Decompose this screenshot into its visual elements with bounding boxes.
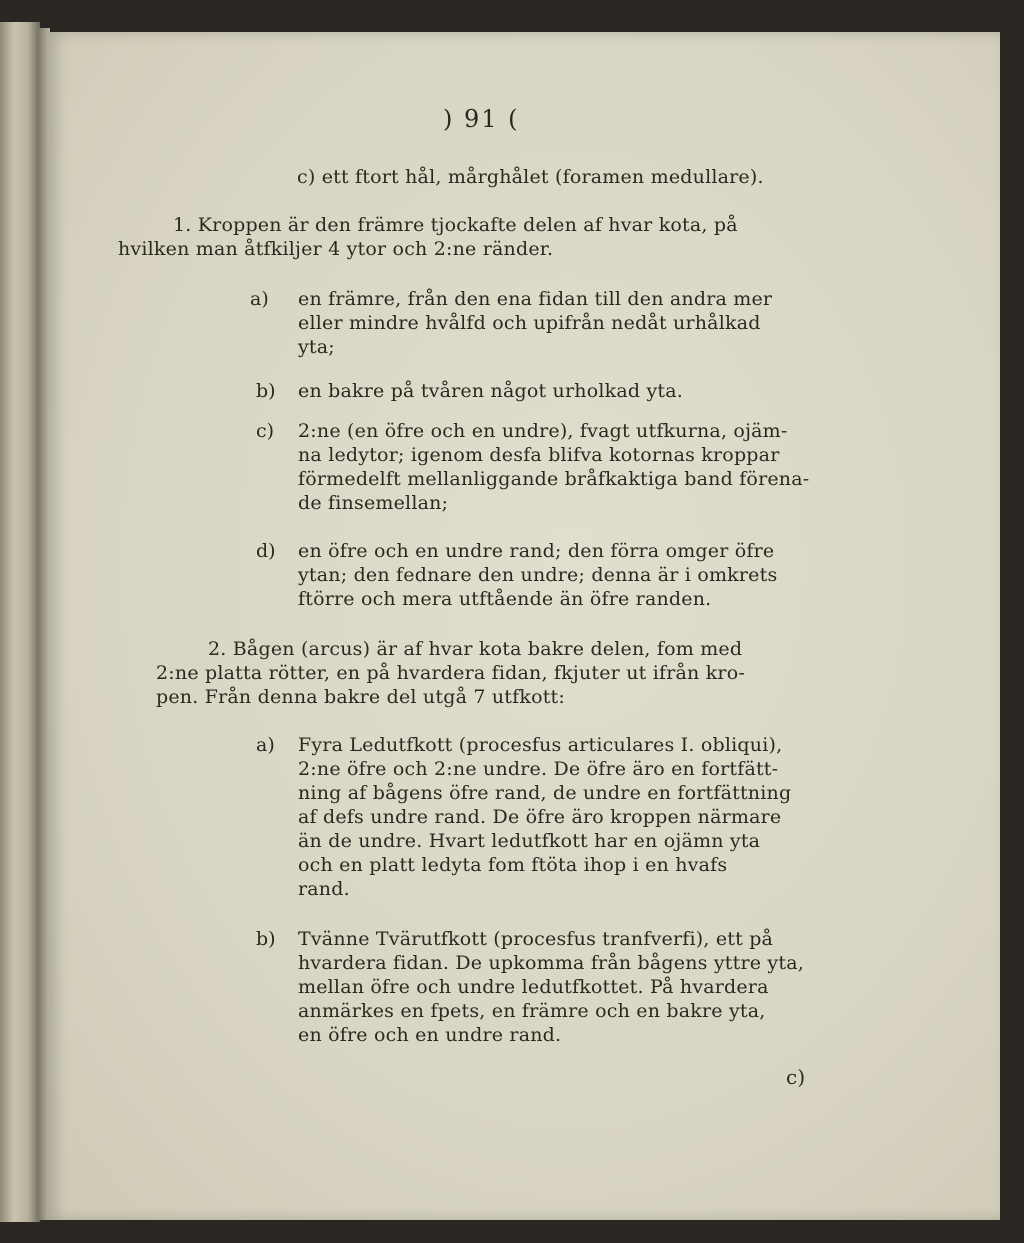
book-page (48, 32, 1000, 1220)
text-line: anmärkes en fpets, en främre och en bakre yta, (298, 1000, 766, 1022)
item-label: c) (256, 420, 275, 442)
text-line: 2:ne platta rötter, en på hvardera fidan, fkjuter ut ifrån kro- (156, 662, 745, 684)
text-line: mellan öfre och undre ledutfkottet. På hvardera (298, 976, 769, 998)
text-line: na ledytor; igenom desfa blifva kotornas kroppar (298, 444, 780, 466)
text-line: ftörre och mera utftående än öfre randen. (298, 588, 712, 610)
facing-page-edge (0, 22, 40, 1222)
text-line: hvilken man åtfkiljer 4 ytor och 2:ne ränder. (118, 238, 554, 260)
text-line: och en platt ledyta fom ftöta ihop i en hvafs (298, 854, 728, 876)
item-label: b) (256, 928, 276, 950)
text-line: en öfre och en undre rand; den förra omger öfre (298, 540, 775, 562)
item-label: b) (256, 380, 276, 402)
text-line: ytan; den fednare den undre; denna är i omkrets (298, 564, 778, 586)
text-line: hvardera fidan. De upkomma från bågens yttre yta, (298, 952, 804, 974)
text-line: en öfre och en undre rand. (298, 1024, 562, 1046)
item-label: a) (250, 288, 269, 310)
text-line: c) ett ftort hål, mårghålet (foramen medullare). (297, 166, 764, 188)
text-line: 1. Kroppen är den främre tjockafte delen af hvar kota, på (173, 214, 738, 236)
text-line: 2:ne öfre och 2:ne undre. De öfre äro en fortfätt- (298, 758, 779, 780)
text-line: en främre, från den ena fidan till den andra mer (298, 288, 773, 310)
text-line: de finsemellan; (298, 492, 449, 514)
text-line: yta; (298, 336, 335, 358)
item-label: d) (256, 540, 276, 562)
text-line: förmedelft mellanliggande bråfkaktiga band förena- (298, 468, 810, 490)
text-line: rand. (298, 878, 350, 900)
page-header: ) 91 ( (443, 105, 520, 133)
text-line: ning af bågens öfre rand, de undre en fortfättning (298, 782, 792, 804)
text-line: pen. Från denna bakre del utgå 7 utfkott: (156, 686, 565, 708)
text-line: än de undre. Hvart ledutfkott har en ojämn yta (298, 830, 761, 852)
text-line: en bakre på tvåren något urholkad yta. (298, 380, 684, 402)
item-label: a) (256, 734, 275, 756)
text-line: 2. Bågen (arcus) är af hvar kota bakre delen, fom med (208, 638, 743, 660)
catchword: c) (786, 1065, 806, 1089)
text-line: Fyra Ledutfkott (procesfus articulares I. obliqui), (298, 734, 783, 756)
text-line: eller mindre hvålfd och upifrån nedåt urhålkad (298, 312, 761, 334)
text-line: af defs undre rand. De öfre äro kroppen närmare (298, 806, 782, 828)
text-line: 2:ne (en öfre och en undre), fvagt utfkurna, ojäm- (298, 420, 788, 442)
text-line: Tvänne Tvärutfkott (procesfus tranfverfi), ett på (298, 928, 774, 950)
